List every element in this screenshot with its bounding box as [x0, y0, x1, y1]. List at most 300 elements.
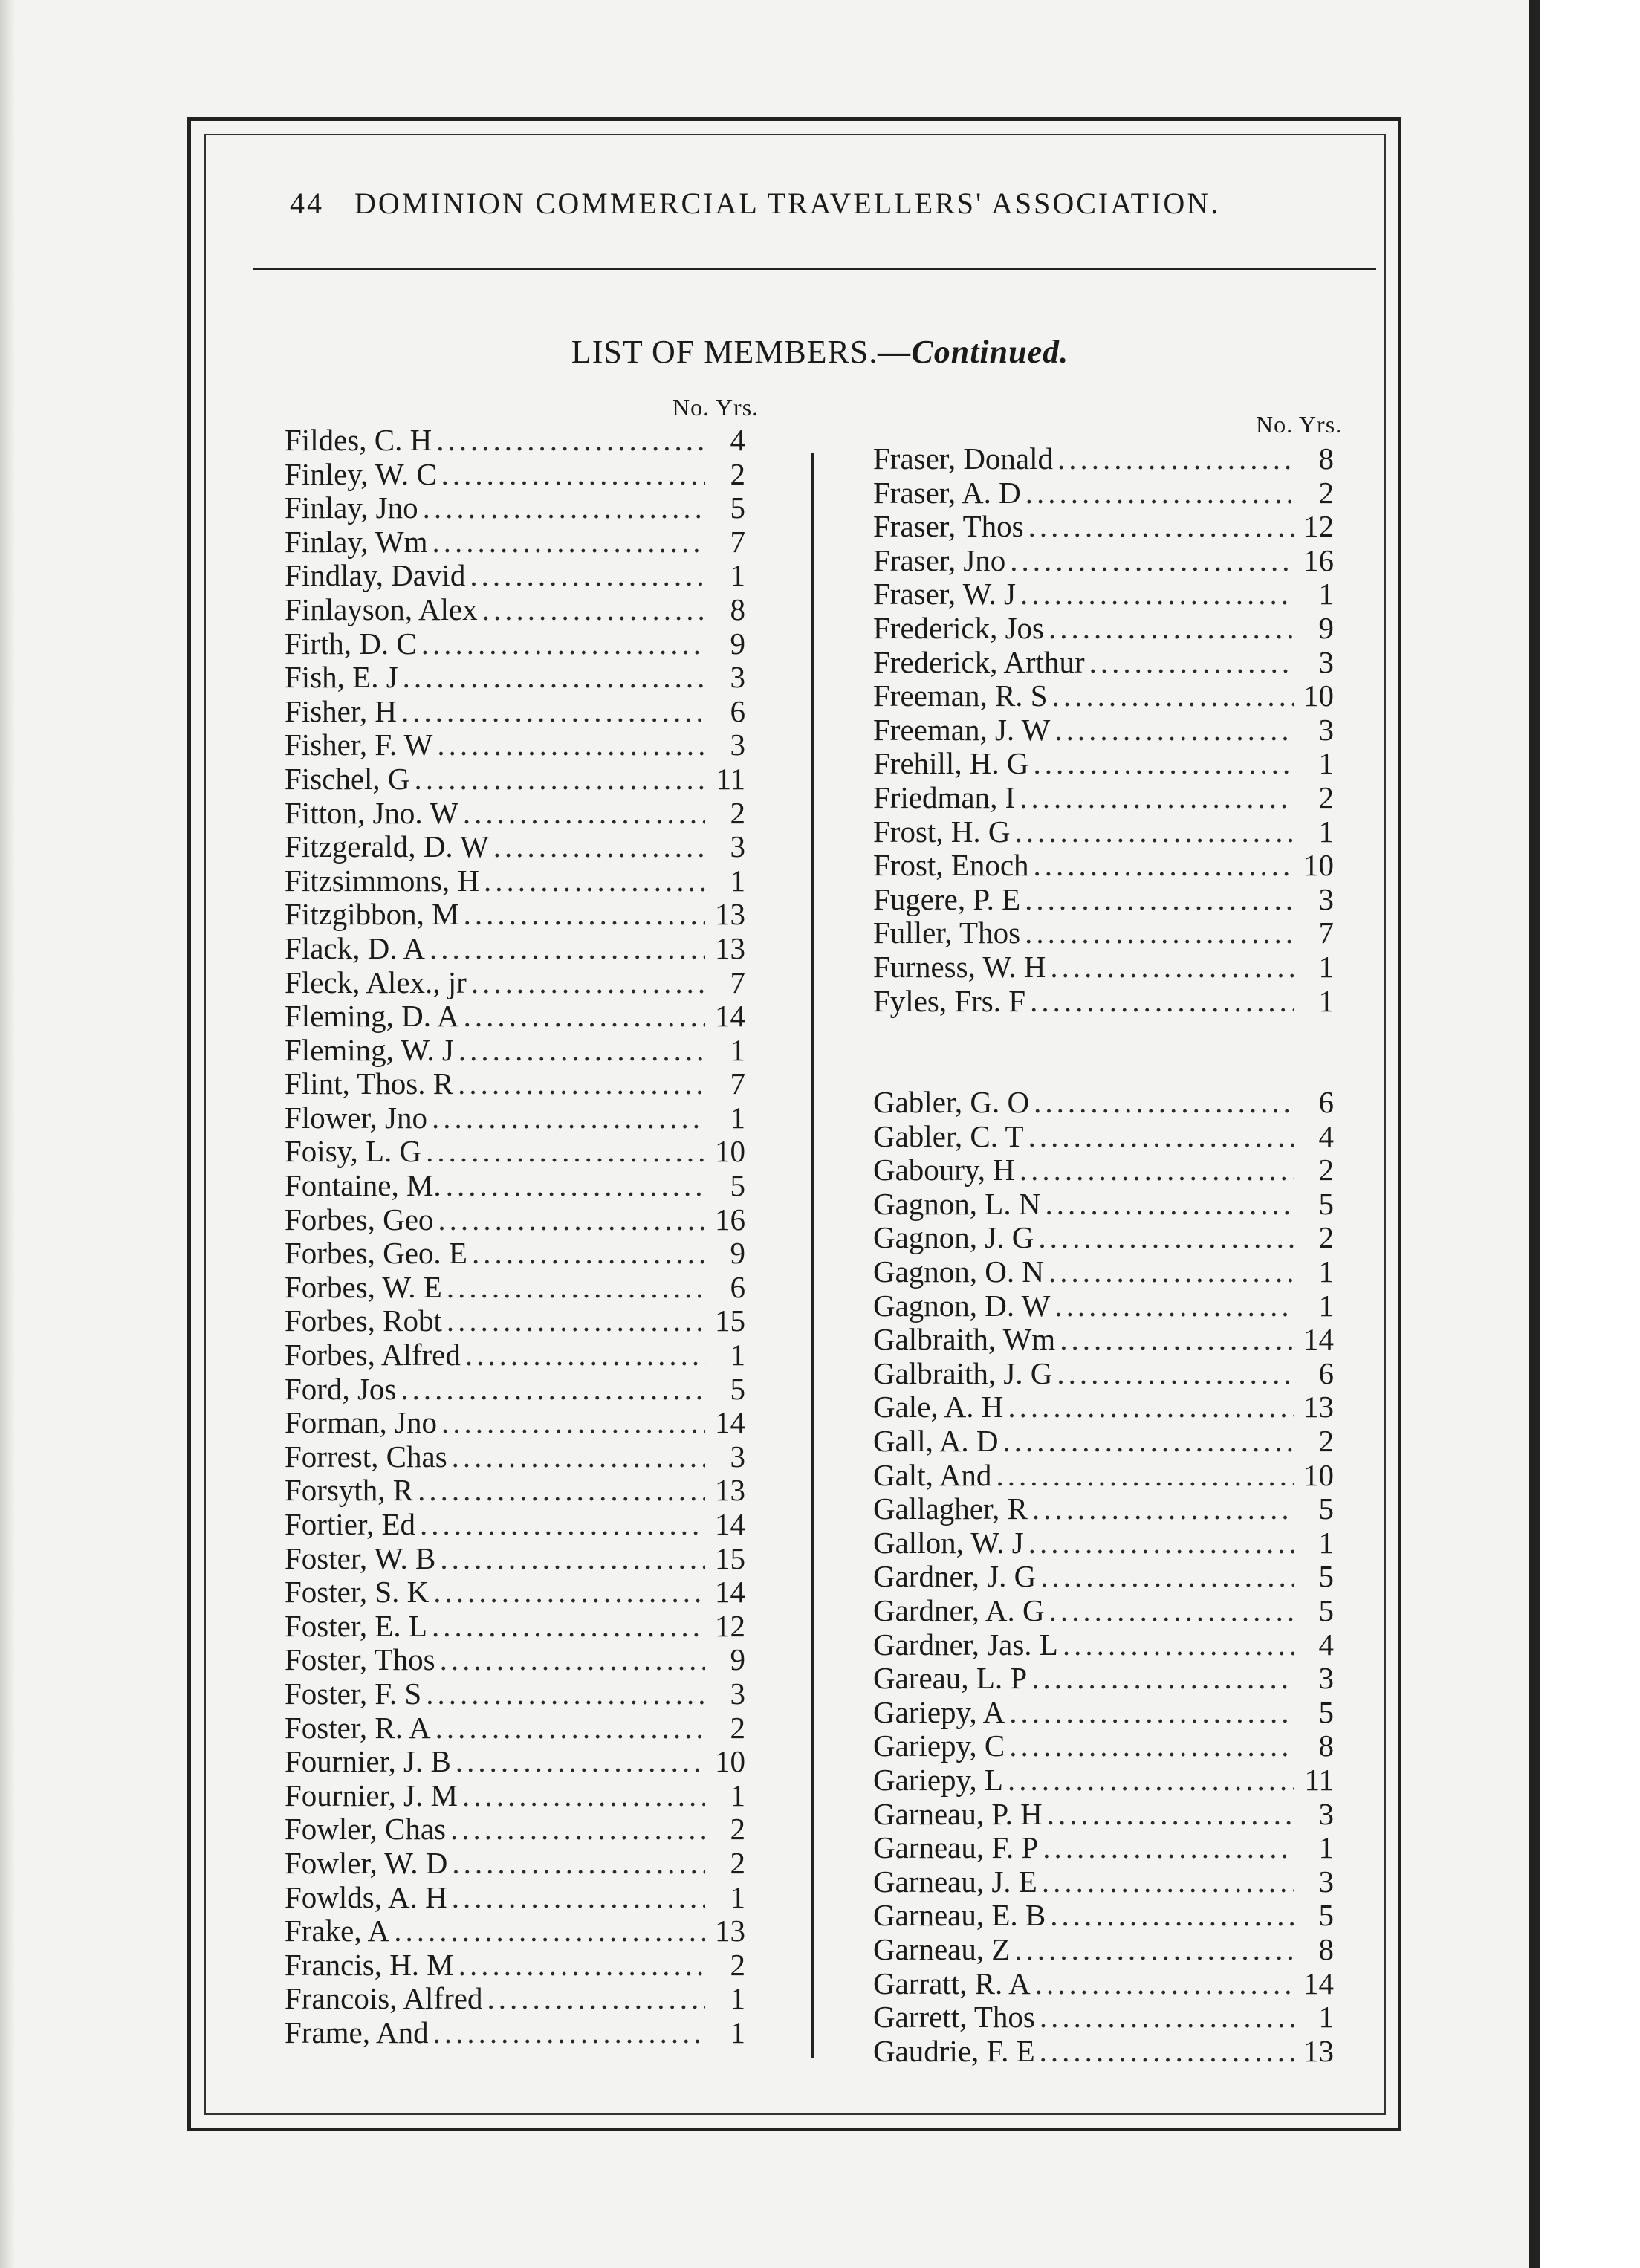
dot-leader — [1045, 1188, 1294, 1222]
dot-leader — [464, 898, 705, 932]
member-name: Galbraith, Wm — [873, 1322, 1056, 1357]
member-row — [285, 728, 745, 762]
member-years: 3 — [730, 1439, 745, 1474]
dot-leader — [1028, 1120, 1294, 1154]
member-name: Forbes, Geo. E — [285, 1236, 467, 1271]
member-years: 2 — [1318, 780, 1334, 814]
member-name: Fisher, F. W — [285, 728, 433, 762]
member-name: Foster, F. S — [285, 1676, 422, 1711]
dot-leader — [415, 762, 705, 797]
member-row — [873, 1729, 1334, 1763]
member-row — [285, 1135, 745, 1169]
member-name: Garneau, J. E — [873, 1864, 1037, 1899]
member-name: Fitzsimmons, H — [285, 863, 479, 898]
member-name: Gagnon, L. N — [873, 1186, 1041, 1221]
member-name: Forbes, Robt — [285, 1303, 442, 1338]
member-row — [285, 1169, 745, 1203]
member-row — [873, 883, 1334, 917]
dot-leader — [1020, 781, 1294, 815]
member-years: 15 — [715, 1540, 745, 1575]
member-row — [285, 864, 745, 898]
member-years: 13 — [715, 897, 745, 932]
dot-leader — [1034, 1086, 1294, 1120]
dot-leader — [463, 797, 705, 831]
member-row — [285, 1711, 745, 1746]
dot-leader — [1050, 1899, 1294, 1933]
member-row — [873, 1967, 1334, 2001]
member-row — [873, 1526, 1334, 1561]
member-name: Gariepy, A — [873, 1694, 1005, 1729]
member-name: Fisher, H — [285, 693, 397, 728]
member-row — [873, 646, 1334, 680]
member-name: Foster, S. K — [285, 1575, 430, 1610]
member-years: 8 — [1318, 1728, 1334, 1763]
member-years: 2 — [1318, 475, 1334, 510]
member-years: 2 — [730, 1710, 745, 1745]
member-row — [873, 985, 1334, 1019]
dot-leader — [433, 2016, 705, 2050]
member-years: 3 — [1318, 1796, 1334, 1831]
member-name: Fyles, Frs. F — [873, 983, 1026, 1018]
member-years: 3 — [730, 829, 745, 864]
member-years: 7 — [1318, 916, 1334, 950]
member-name: Francis, H. M — [285, 1947, 454, 1982]
member-name: Frame, And — [285, 2015, 429, 2050]
member-row — [285, 1643, 745, 1677]
member-row — [285, 1440, 745, 1474]
member-name: Galbraith, J. G — [873, 1355, 1053, 1390]
member-row — [873, 849, 1334, 883]
member-row — [285, 695, 745, 729]
member-name: Fraser, A. D — [873, 475, 1021, 510]
member-years: 1 — [1318, 814, 1334, 849]
member-name: Freeman, J. W — [873, 712, 1051, 747]
member-row — [873, 781, 1334, 815]
member-years: 15 — [715, 1303, 745, 1338]
member-row — [873, 442, 1334, 476]
member-years: 3 — [1318, 1864, 1334, 1899]
dot-leader — [401, 695, 705, 729]
member-years: 6 — [1318, 1355, 1334, 1390]
member-row — [873, 1323, 1334, 1357]
dot-leader — [420, 1508, 705, 1542]
member-row — [873, 1899, 1334, 1933]
member-years: 14 — [715, 1575, 745, 1610]
member-row — [285, 1745, 745, 1779]
member-years: 14 — [1303, 1322, 1334, 1357]
member-row — [873, 1255, 1334, 1289]
left-column-header: No. Yrs. — [672, 394, 759, 421]
member-years: 2 — [1318, 1153, 1334, 1188]
member-years: 1 — [1318, 1288, 1334, 1323]
member-row — [873, 747, 1334, 781]
dot-leader — [394, 1914, 705, 1948]
dot-leader — [450, 1812, 705, 1847]
member-years: 5 — [1318, 1559, 1334, 1594]
member-row — [285, 1474, 745, 1508]
running-head — [290, 186, 1345, 221]
member-name: Fowler, Chas — [285, 1812, 447, 1847]
member-years: 4 — [1318, 1627, 1334, 1662]
member-name: Finley, W. C — [285, 456, 437, 491]
member-row — [285, 627, 745, 661]
member-row — [873, 1560, 1334, 1594]
member-years: 3 — [1318, 881, 1334, 916]
member-years: 10 — [1303, 848, 1334, 883]
member-name: Garneau, F. P — [873, 1830, 1039, 1865]
member-years: 3 — [1318, 644, 1334, 679]
member-name: Forrest, Chas — [285, 1439, 447, 1474]
dot-leader — [1009, 1729, 1294, 1763]
dot-leader — [1050, 950, 1294, 985]
member-row — [285, 1948, 745, 1983]
member-years: 14 — [715, 1405, 745, 1440]
member-years: 1 — [730, 1100, 745, 1135]
member-years: 10 — [1303, 1457, 1334, 1492]
running-head-text: DOMINION COMMERCIAL TRAVELLERS' ASSOCIATION. — [354, 187, 1221, 220]
member-row — [873, 679, 1334, 713]
member-name: Frost, Enoch — [873, 848, 1029, 883]
member-row — [285, 424, 745, 458]
member-years: 14 — [715, 1507, 745, 1541]
member-name: Gareau, L. P — [873, 1661, 1028, 1696]
member-years: 5 — [730, 490, 745, 525]
dot-leader — [430, 932, 705, 966]
dot-leader — [1057, 442, 1294, 476]
member-years: 11 — [1304, 1762, 1334, 1797]
dot-leader — [1049, 1255, 1294, 1289]
dot-leader — [470, 559, 705, 593]
dot-leader — [1034, 747, 1294, 781]
member-name: Finlay, Wm — [285, 524, 428, 559]
dot-leader — [437, 728, 705, 762]
member-row — [873, 950, 1334, 985]
member-name: Fleming, D. A — [285, 999, 459, 1034]
dot-leader — [432, 1101, 705, 1135]
member-row — [873, 1188, 1334, 1222]
member-name: Frehill, H. G — [873, 746, 1029, 781]
right-member-column — [873, 442, 1334, 2068]
member-row — [873, 1153, 1334, 1188]
dot-leader — [1040, 1560, 1294, 1594]
member-name: Gariepy, C — [873, 1728, 1005, 1763]
member-years: 5 — [1318, 1186, 1334, 1221]
dot-leader — [1028, 1526, 1294, 1561]
member-name: Gabler, G. O — [873, 1085, 1030, 1120]
member-years: 2 — [730, 456, 745, 491]
member-row — [285, 999, 745, 1034]
member-years: 2 — [1318, 1424, 1334, 1459]
member-row — [285, 1373, 745, 1407]
member-row — [873, 1120, 1334, 1154]
member-row — [285, 1914, 745, 1948]
dot-leader — [1025, 476, 1294, 511]
member-years: 3 — [730, 660, 745, 695]
member-row — [285, 898, 745, 932]
dot-leader — [432, 1610, 705, 1644]
dot-leader — [1032, 1492, 1294, 1526]
member-years: 3 — [1318, 1661, 1334, 1696]
dot-leader — [1038, 1221, 1294, 1255]
dot-leader — [435, 1711, 705, 1746]
member-name: Forsyth, R — [285, 1473, 414, 1508]
dot-leader — [1049, 1594, 1294, 1628]
member-name: Gale, A. H — [873, 1390, 1004, 1425]
member-years: 9 — [730, 626, 745, 661]
member-years: 1 — [730, 1032, 745, 1067]
member-name: Furness, W. H — [873, 949, 1046, 984]
member-name: Frake, A — [285, 1914, 390, 1948]
dot-leader — [493, 830, 705, 864]
member-name: Frederick, Arthur — [873, 644, 1085, 679]
member-name: Foster, Thos — [285, 1642, 435, 1677]
member-row — [285, 1542, 745, 1576]
dot-leader — [471, 966, 705, 1000]
member-years: 2 — [1318, 1220, 1334, 1255]
member-row — [285, 1271, 745, 1305]
member-row — [285, 491, 745, 525]
member-row — [285, 762, 745, 797]
letter-section-gap — [873, 1018, 1334, 1086]
member-years: 13 — [715, 1473, 745, 1508]
dot-leader — [1008, 1390, 1294, 1425]
member-row — [873, 1390, 1334, 1425]
member-name: Gagnon, J. G — [873, 1220, 1034, 1255]
member-name: Gagnon, O. N — [873, 1254, 1045, 1289]
member-name: Gall, A. D — [873, 1424, 999, 1459]
member-name: Ford, Jos — [285, 1371, 397, 1406]
member-name: Fildes, C. H — [285, 423, 432, 457]
member-years: 7 — [730, 1066, 745, 1101]
member-years: 5 — [1318, 1593, 1334, 1627]
dot-leader — [456, 1745, 705, 1779]
member-years: 3 — [730, 728, 745, 762]
member-name: Fitzgibbon, M — [285, 897, 459, 932]
member-years: 12 — [1303, 509, 1334, 544]
dot-leader — [1030, 985, 1294, 1019]
member-row — [873, 1662, 1334, 1696]
member-years: 8 — [730, 592, 745, 626]
member-years: 2 — [730, 795, 745, 830]
member-row — [873, 1357, 1334, 1391]
member-name: Fleming, W. J — [285, 1032, 454, 1067]
member-row — [285, 2016, 745, 2050]
member-name: Fitzgerald, D. W — [285, 829, 489, 864]
dot-leader — [484, 864, 705, 898]
member-name: Friedman, I — [873, 780, 1016, 814]
dot-leader — [1054, 1289, 1294, 1323]
member-years: 9 — [730, 1642, 745, 1677]
member-years: 1 — [1318, 746, 1334, 781]
member-years: 1 — [730, 863, 745, 898]
member-name: Garneau, P. H — [873, 1796, 1043, 1831]
dot-leader — [1031, 1662, 1294, 1696]
dot-leader — [1042, 1865, 1294, 1899]
member-years: 16 — [715, 1202, 745, 1237]
member-name: Forbes, Geo — [285, 1202, 434, 1237]
list-title-continued: —Continued. — [878, 334, 1069, 370]
member-years: 5 — [1318, 1491, 1334, 1526]
dot-leader — [452, 1440, 705, 1474]
dot-leader — [1010, 544, 1294, 578]
member-years: 13 — [715, 930, 745, 965]
member-row — [285, 1101, 745, 1135]
member-name: Flower, Jno — [285, 1100, 427, 1135]
member-row — [285, 559, 745, 593]
header-rule — [253, 268, 1376, 270]
member-name: Freeman, R. S — [873, 678, 1048, 713]
dot-leader — [458, 1948, 705, 1983]
dot-leader — [1020, 1153, 1294, 1188]
member-years: 4 — [1318, 1118, 1334, 1153]
member-years: 1 — [1318, 1254, 1334, 1289]
dot-leader — [1025, 916, 1294, 950]
member-name: Gaboury, H — [873, 1153, 1015, 1188]
member-row — [873, 1492, 1334, 1526]
dot-leader — [1014, 1933, 1294, 1967]
member-years: 1 — [730, 558, 745, 593]
member-name: Findlay, David — [285, 558, 466, 593]
dot-leader — [1049, 612, 1294, 646]
member-row — [873, 713, 1334, 748]
member-name: Galt, And — [873, 1457, 992, 1492]
member-row — [285, 1812, 745, 1847]
member-years: 2 — [730, 1812, 745, 1847]
member-years: 1 — [1318, 949, 1334, 984]
member-row — [285, 1779, 745, 1813]
member-name: Frost, H. G — [873, 814, 1011, 849]
member-name: Gardner, Jas. L — [873, 1627, 1058, 1662]
dot-leader — [1008, 1763, 1294, 1798]
member-row — [873, 1425, 1334, 1459]
member-years: 1 — [730, 2015, 745, 2050]
dot-leader — [1052, 679, 1294, 713]
member-name: Garrett, Thos — [873, 2000, 1035, 2035]
dot-leader — [401, 1373, 705, 1407]
member-years: 10 — [715, 1134, 745, 1169]
dot-leader — [1089, 646, 1294, 680]
dot-leader — [452, 1847, 705, 1881]
member-name: Gariepy, L — [873, 1762, 1003, 1797]
member-row — [873, 815, 1334, 849]
member-years: 9 — [1318, 610, 1334, 645]
member-years: 8 — [1318, 1931, 1334, 1966]
member-name: Fugere, P. E — [873, 881, 1021, 916]
member-row — [285, 1982, 745, 2016]
member-row — [285, 830, 745, 864]
member-name: Flack, D. A — [285, 930, 426, 965]
dot-leader — [436, 424, 705, 458]
dot-leader — [452, 1881, 705, 1915]
dot-leader — [426, 1677, 705, 1711]
member-name: Garneau, E. B — [873, 1898, 1046, 1933]
dot-leader — [1034, 849, 1294, 883]
member-years: 13 — [1303, 2033, 1334, 2068]
dot-leader — [423, 491, 705, 525]
member-name: Fleck, Alex., jr — [285, 965, 467, 999]
column-divider — [811, 453, 814, 2058]
member-name: Fuller, Thos — [873, 916, 1021, 950]
dot-leader — [1035, 1967, 1294, 2001]
member-years: 1 — [730, 1338, 745, 1373]
member-row — [873, 1865, 1334, 1899]
member-row — [873, 1289, 1334, 1323]
member-years: 14 — [1303, 1966, 1334, 2000]
member-row — [873, 1221, 1334, 1255]
dot-leader — [1047, 1798, 1294, 1832]
member-years: 7 — [730, 965, 745, 999]
member-name: Forbes, Alfred — [285, 1338, 461, 1373]
member-years: 1 — [1318, 1830, 1334, 1865]
member-years: 2 — [730, 1845, 745, 1880]
member-name: Garratt, R. A — [873, 1966, 1031, 2000]
member-years: 11 — [716, 761, 745, 796]
member-name: Forbes, W. E — [285, 1269, 442, 1304]
member-years: 6 — [1318, 1085, 1334, 1120]
dot-leader — [1040, 2000, 1294, 2035]
member-row — [285, 1677, 745, 1711]
member-years: 4 — [730, 423, 745, 457]
member-name: Forman, Jno — [285, 1405, 437, 1440]
member-row — [873, 2035, 1334, 2069]
member-name: Francois, Alfred — [285, 1981, 483, 2016]
list-title-main: LIST OF MEMBERS. — [571, 334, 878, 370]
member-years: 5 — [1318, 1694, 1334, 1729]
member-row — [873, 1831, 1334, 1865]
member-name: Finlay, Jno — [285, 490, 418, 525]
page-number: 44 — [290, 187, 324, 220]
dot-leader — [1009, 1696, 1294, 1730]
member-name: Frederick, Jos — [873, 610, 1045, 645]
member-row — [285, 1610, 745, 1644]
dot-leader — [465, 1338, 705, 1373]
dot-leader — [1025, 883, 1294, 917]
member-row — [873, 1933, 1334, 1967]
member-row — [285, 1237, 745, 1271]
member-row — [285, 932, 745, 966]
dot-leader — [440, 1542, 705, 1576]
dot-leader — [1060, 1323, 1294, 1357]
member-years: 10 — [715, 1744, 745, 1779]
member-years: 1 — [1318, 2000, 1334, 2035]
member-years: 6 — [730, 693, 745, 728]
member-years: 12 — [715, 1608, 745, 1643]
member-row — [285, 661, 745, 695]
dot-leader — [1040, 2035, 1294, 2069]
member-row — [873, 1086, 1334, 1120]
dot-leader — [1054, 713, 1294, 748]
member-row — [873, 1628, 1334, 1662]
dot-leader — [487, 1982, 705, 2016]
member-row — [873, 916, 1334, 950]
member-row — [285, 966, 745, 1000]
member-row — [285, 1067, 745, 1101]
member-years: 10 — [1303, 678, 1334, 713]
list-title — [0, 333, 1640, 371]
member-row — [285, 1034, 745, 1068]
dot-leader — [1020, 577, 1294, 612]
member-row — [873, 544, 1334, 578]
member-name: Gardner, A. G — [873, 1593, 1045, 1627]
member-row — [285, 525, 745, 560]
member-name: Gallon, W. J — [873, 1525, 1024, 1560]
dot-leader — [1063, 1628, 1294, 1662]
member-years: 1 — [730, 1879, 745, 1914]
dot-leader — [1028, 510, 1294, 544]
member-years: 13 — [715, 1914, 745, 1948]
member-row — [873, 1798, 1334, 1832]
member-name: Gabler, C. T — [873, 1118, 1024, 1153]
